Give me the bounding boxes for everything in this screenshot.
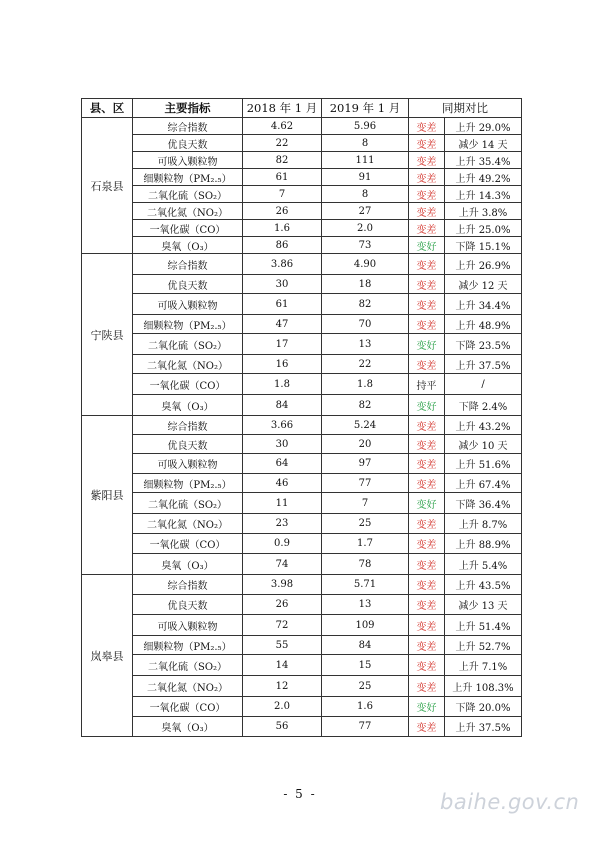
value-2018-cell: 30 — [243, 275, 322, 294]
table-body — [82, 118, 522, 737]
indicator-cell: 综合指数 — [133, 575, 243, 595]
change-cell: 上升 108.3% — [445, 676, 522, 697]
change-cell: 上升 26.9% — [445, 254, 522, 275]
trend-cell: 持平 — [409, 374, 445, 395]
indicator-cell: 细颗粒物（PM₂.₅） — [133, 636, 243, 655]
county-name: 岚皋县 — [82, 575, 133, 737]
table-row — [82, 152, 522, 169]
trend-cell: 变差 — [409, 355, 445, 374]
table-row — [82, 717, 522, 737]
indicator-cell: 一氧化碳（CO） — [133, 534, 243, 554]
trend-cell: 变差 — [409, 152, 445, 169]
change-cell: 上升 67.4% — [445, 474, 522, 493]
value-2019-cell: 91 — [322, 169, 409, 186]
value-2019-cell: 82 — [322, 395, 409, 416]
value-2018-cell: 55 — [243, 636, 322, 655]
value-2019-cell: 18 — [322, 275, 409, 294]
change-cell: 上升 43.5% — [445, 575, 522, 595]
trend-cell: 变好 — [409, 237, 445, 254]
indicator-cell: 二氧化氮（NO₂） — [133, 514, 243, 534]
table-row — [82, 676, 522, 697]
value-2018-cell: 4.62 — [243, 118, 322, 135]
change-cell: 上升 43.2% — [445, 416, 522, 435]
value-2019-cell: 5.96 — [322, 118, 409, 135]
value-2019-cell: 73 — [322, 237, 409, 254]
trend-cell: 变差 — [409, 186, 445, 203]
change-cell: 上升 37.5% — [445, 355, 522, 374]
indicator-cell: 二氧化氮（NO₂） — [133, 676, 243, 697]
value-2018-cell: 1.6 — [243, 220, 322, 237]
trend-cell: 变差 — [409, 595, 445, 615]
value-2019-cell: 13 — [322, 334, 409, 355]
table-header-row — [82, 99, 522, 118]
value-2018-cell: 30 — [243, 435, 322, 454]
trend-cell: 变差 — [409, 575, 445, 595]
trend-cell: 变好 — [409, 697, 445, 717]
change-cell: 上升 34.4% — [445, 294, 522, 315]
table-row — [82, 493, 522, 514]
table-row — [82, 636, 522, 655]
value-2018-cell: 16 — [243, 355, 322, 374]
change-cell: 上升 29.0% — [445, 118, 522, 135]
value-2019-cell: 7 — [322, 493, 409, 514]
value-2019-cell: 70 — [322, 315, 409, 334]
change-cell: 上升 88.9% — [445, 534, 522, 554]
indicator-cell: 二氧化硫（SO₂） — [133, 334, 243, 355]
page-number: - 5 - — [283, 787, 317, 801]
table-row — [82, 334, 522, 355]
indicator-cell: 综合指数 — [133, 118, 243, 135]
trend-cell: 变差 — [409, 315, 445, 334]
indicator-cell: 细颗粒物（PM₂.₅） — [133, 315, 243, 334]
change-cell: 下降 23.5% — [445, 334, 522, 355]
trend-cell: 变差 — [409, 435, 445, 454]
trend-cell: 变差 — [409, 294, 445, 315]
value-2018-cell: 26 — [243, 595, 322, 615]
trend-cell: 变差 — [409, 554, 445, 575]
value-2019-cell: 4.90 — [322, 254, 409, 275]
value-2019-cell: 20 — [322, 435, 409, 454]
value-2018-cell: 84 — [243, 395, 322, 416]
value-2019-cell: 25 — [322, 676, 409, 697]
value-2018-cell: 14 — [243, 655, 322, 676]
table-row — [82, 237, 522, 254]
indicator-cell: 二氧化氮（NO₂） — [133, 203, 243, 220]
value-2019-cell: 27 — [322, 203, 409, 220]
value-2018-cell: 0.9 — [243, 534, 322, 554]
header-county: 县、区 — [82, 99, 133, 118]
county-name: 石泉县 — [82, 118, 133, 254]
value-2019-cell: 1.7 — [322, 534, 409, 554]
trend-cell: 变差 — [409, 474, 445, 493]
value-2018-cell: 7 — [243, 186, 322, 203]
indicator-cell: 一氧化碳（CO） — [133, 220, 243, 237]
change-cell: 上升 51.4% — [445, 615, 522, 636]
value-2019-cell: 2.0 — [322, 220, 409, 237]
indicator-cell: 可吸入颗粒物 — [133, 152, 243, 169]
table-row — [82, 615, 522, 636]
table-row — [82, 514, 522, 534]
indicator-cell: 综合指数 — [133, 254, 243, 275]
change-cell: 上升 7.1% — [445, 655, 522, 676]
trend-cell: 变差 — [409, 636, 445, 655]
value-2019-cell: 22 — [322, 355, 409, 374]
indicator-cell: 综合指数 — [133, 416, 243, 435]
value-2018-cell: 82 — [243, 152, 322, 169]
value-2018-cell: 86 — [243, 237, 322, 254]
table-row — [82, 254, 522, 275]
trend-cell: 变差 — [409, 534, 445, 554]
change-cell: 上升 14.3% — [445, 186, 522, 203]
value-2018-cell: 22 — [243, 135, 322, 152]
indicator-cell: 优良天数 — [133, 275, 243, 294]
value-2019-cell: 15 — [322, 655, 409, 676]
change-cell: 上升 5.4% — [445, 554, 522, 575]
trend-cell: 变差 — [409, 676, 445, 697]
trend-cell: 变差 — [409, 514, 445, 534]
trend-cell: 变好 — [409, 395, 445, 416]
indicator-cell: 可吸入颗粒物 — [133, 615, 243, 636]
table-row — [82, 315, 522, 334]
indicator-cell: 优良天数 — [133, 435, 243, 454]
watermark-logo: baihe.gov.cn — [440, 790, 580, 814]
value-2019-cell: 111 — [322, 152, 409, 169]
trend-cell: 变差 — [409, 275, 445, 294]
value-2019-cell: 8 — [322, 135, 409, 152]
value-2018-cell: 46 — [243, 474, 322, 493]
value-2018-cell: 11 — [243, 493, 322, 514]
change-cell: / — [445, 374, 522, 395]
value-2019-cell: 109 — [322, 615, 409, 636]
change-cell: 减少 14 天 — [445, 135, 522, 152]
trend-cell: 变差 — [409, 220, 445, 237]
change-cell: 下降 36.4% — [445, 493, 522, 514]
indicator-cell: 臭氧（O₃） — [133, 395, 243, 416]
change-cell: 上升 48.9% — [445, 315, 522, 334]
change-cell: 减少 12 天 — [445, 275, 522, 294]
indicator-cell: 臭氧（O₃） — [133, 237, 243, 254]
change-cell: 上升 51.6% — [445, 454, 522, 474]
value-2019-cell: 5.24 — [322, 416, 409, 435]
trend-cell: 变差 — [409, 717, 445, 737]
air-quality-table — [81, 98, 522, 737]
trend-cell: 变差 — [409, 254, 445, 275]
value-2019-cell: 77 — [322, 474, 409, 493]
header-indicator: 主要指标 — [133, 99, 243, 118]
indicator-cell: 优良天数 — [133, 135, 243, 152]
change-cell: 上升 37.5% — [445, 717, 522, 737]
value-2018-cell: 3.98 — [243, 575, 322, 595]
table-row — [82, 395, 522, 416]
county-name: 宁陕县 — [82, 254, 133, 416]
table-row — [82, 374, 522, 395]
header-comparison: 同期对比 — [409, 99, 522, 118]
trend-cell: 变差 — [409, 169, 445, 186]
value-2018-cell: 56 — [243, 717, 322, 737]
indicator-cell: 可吸入颗粒物 — [133, 454, 243, 474]
value-2019-cell: 5.71 — [322, 575, 409, 595]
value-2019-cell: 1.8 — [322, 374, 409, 395]
indicator-cell: 一氧化碳（CO） — [133, 697, 243, 717]
table-row — [82, 595, 522, 615]
indicator-cell: 二氧化氮（NO₂） — [133, 355, 243, 374]
value-2018-cell: 2.0 — [243, 697, 322, 717]
table-row — [82, 294, 522, 315]
change-cell: 上升 49.2% — [445, 169, 522, 186]
value-2018-cell: 61 — [243, 169, 322, 186]
value-2018-cell: 3.86 — [243, 254, 322, 275]
value-2018-cell: 47 — [243, 315, 322, 334]
value-2018-cell: 72 — [243, 615, 322, 636]
change-cell: 减少 10 天 — [445, 435, 522, 454]
trend-cell: 变好 — [409, 493, 445, 514]
indicator-cell: 细颗粒物（PM₂.₅） — [133, 169, 243, 186]
indicator-cell: 二氧化硫（SO₂） — [133, 655, 243, 676]
trend-cell: 变差 — [409, 203, 445, 220]
change-cell: 上升 25.0% — [445, 220, 522, 237]
value-2018-cell: 74 — [243, 554, 322, 575]
indicator-cell: 一氧化碳（CO） — [133, 374, 243, 395]
change-cell: 减少 13 天 — [445, 595, 522, 615]
value-2019-cell: 78 — [322, 554, 409, 575]
value-2019-cell: 77 — [322, 717, 409, 737]
table-row — [82, 355, 522, 374]
trend-cell: 变差 — [409, 416, 445, 435]
table-row — [82, 220, 522, 237]
value-2019-cell: 84 — [322, 636, 409, 655]
county-name: 紫阳县 — [82, 416, 133, 575]
indicator-cell: 可吸入颗粒物 — [133, 294, 243, 315]
table-row — [82, 697, 522, 717]
table-row — [82, 534, 522, 554]
trend-cell: 变差 — [409, 118, 445, 135]
table-row — [82, 416, 522, 435]
header-2019: 2019 年 1 月 — [322, 99, 409, 118]
table-row — [82, 474, 522, 493]
trend-cell: 变差 — [409, 655, 445, 676]
table-row — [82, 135, 522, 152]
change-cell: 上升 35.4% — [445, 152, 522, 169]
change-cell: 下降 2.4% — [445, 395, 522, 416]
value-2019-cell: 25 — [322, 514, 409, 534]
header-2018: 2018 年 1 月 — [243, 99, 322, 118]
table-row — [82, 203, 522, 220]
change-cell: 上升 8.7% — [445, 514, 522, 534]
value-2019-cell: 13 — [322, 595, 409, 615]
table-row — [82, 275, 522, 294]
trend-cell: 变差 — [409, 454, 445, 474]
change-cell: 下降 15.1% — [445, 237, 522, 254]
value-2018-cell: 3.66 — [243, 416, 322, 435]
indicator-cell: 优良天数 — [133, 595, 243, 615]
change-cell: 下降 20.0% — [445, 697, 522, 717]
value-2019-cell: 1.6 — [322, 697, 409, 717]
table-row — [82, 554, 522, 575]
value-2018-cell: 64 — [243, 454, 322, 474]
table-row — [82, 575, 522, 595]
value-2019-cell: 97 — [322, 454, 409, 474]
table-row — [82, 118, 522, 135]
table-row — [82, 435, 522, 454]
table-row — [82, 655, 522, 676]
value-2018-cell: 61 — [243, 294, 322, 315]
table-row — [82, 186, 522, 203]
trend-cell: 变好 — [409, 334, 445, 355]
trend-cell: 变差 — [409, 615, 445, 636]
value-2018-cell: 1.8 — [243, 374, 322, 395]
value-2018-cell: 23 — [243, 514, 322, 534]
indicator-cell: 臭氧（O₃） — [133, 717, 243, 737]
change-cell: 上升 3.8% — [445, 203, 522, 220]
indicator-cell: 臭氧（O₃） — [133, 554, 243, 575]
value-2019-cell: 8 — [322, 186, 409, 203]
value-2018-cell: 17 — [243, 334, 322, 355]
table-row — [82, 454, 522, 474]
value-2018-cell: 26 — [243, 203, 322, 220]
change-cell: 上升 52.7% — [445, 636, 522, 655]
indicator-cell: 二氧化硫（SO₂） — [133, 186, 243, 203]
value-2019-cell: 82 — [322, 294, 409, 315]
table-row — [82, 169, 522, 186]
indicator-cell: 细颗粒物（PM₂.₅） — [133, 474, 243, 493]
trend-cell: 变差 — [409, 135, 445, 152]
indicator-cell: 二氧化硫（SO₂） — [133, 493, 243, 514]
value-2018-cell: 12 — [243, 676, 322, 697]
